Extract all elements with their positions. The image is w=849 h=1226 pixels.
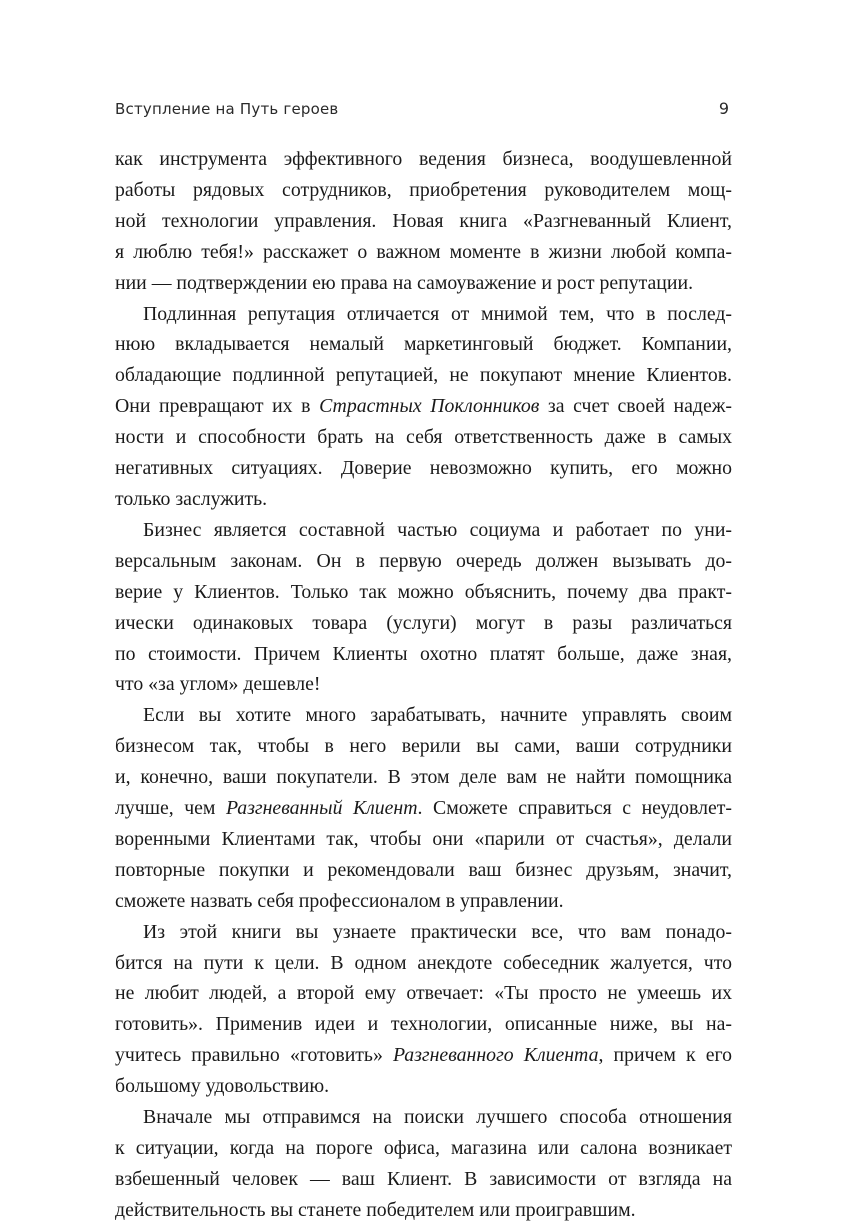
text-line: версальным законам. Он в первую очередь должен вызывать до- [115,549,732,572]
text-line: учитесь правильно «готовить» Разгневанного Клиента, причем к его [115,1044,732,1067]
text-line: ности и способности брать на себя ответственность даже в самых [115,426,732,449]
text-line: ически одинаковых товара (услуги) могут в разы различаться [115,611,732,634]
text-line: нюю вкладывается немалый маркетинговый бюджет. Компании, [115,333,732,356]
text-line: Вначале мы отправимся на поиски лучшего способа отношения [143,1106,732,1129]
text-line: Они превращают их в Страстных Поклонников за счет своей надеж- [115,395,732,418]
page-number: 9 [718,99,729,118]
paragraph [115,1102,732,1226]
text-line: обладающие подлинной репутацией, не покупают мнение Клиентов. [115,364,732,387]
running-head: Вступление на Путь героев [115,100,339,118]
text-line: Если вы хотите много зарабатывать, начните управлять своим [143,704,732,727]
text-line: что «за углом» дешевле! [115,673,321,696]
text-line: бится на пути к цели. В одном анекдоте собеседник жалуется, что [115,951,732,974]
italic-term: Страстных Поклонников [319,395,540,418]
body-text [115,144,732,1226]
italic-term: Разгневанного Клиента [392,1044,599,1067]
text-line: воренными Клиентами так, чтобы они «парили от счастья», делали [115,827,732,850]
text-line: только заслужить. [115,487,268,510]
paragraph [115,917,732,1102]
text-line: работы рядовых сотрудников, приобретения руководителем мощ- [115,178,732,201]
text-line: ной технологии управления. Новая книга «Разгневанный Клиент, [115,209,732,232]
text-line: негативных ситуациях. Доверие невозможно купить, его можно [115,457,732,480]
paragraph [115,700,732,916]
text-line: готовить». Применив идеи и технологии, описанные ниже, вы на- [115,1013,732,1036]
text-line: как инструмента эффективного ведения бизнеса, воодушевленной [115,148,732,170]
text-line: Подлинная репутация отличается от мнимой тем, что в послед- [143,302,732,325]
text-line: не любит людей, а второй ему отвечает: «Ты просто не умеешь их [115,982,732,1005]
text-line: по стоимости. Причем Клиенты охотно платят больше, даже зная, [115,642,732,665]
text-line: Бизнес является составной частью социума и работает по уни- [143,518,732,541]
text-line: я люблю тебя!» расскажет о важном моменте в жизни любой компа- [115,240,732,263]
paragraph [115,515,732,700]
text-line: нии — подтверждении ею права на самоуважение и рост репутации. [115,271,694,294]
text-line: действительность вы станете победителем или проигравшим. [115,1198,636,1221]
text-line: и, конечно, ваши покупатели. В этом деле вам не найти помощника [115,766,732,789]
text-line: взбешенный человек — ваш Клиент. В зависимости от взгляда на [115,1167,732,1190]
text-line: большому удовольствию. [115,1075,330,1098]
italic-term: Разгневанный Клиент [225,797,418,820]
text-line: Из этой книги вы узнаете практически все, что вам понадо- [143,920,732,943]
text-line: сможете назвать себя профессионалом в управлении. [115,889,564,912]
text-line: к ситуации, когда на пороге офиса, магазина или салона возникает [115,1137,732,1159]
text-line: повторные покупки и рекомендовали ваш бизнес друзьям, значит, [115,858,732,881]
paragraph [115,144,732,299]
text-line: верие у Клиентов. Только так можно объяснить, почему два практ- [115,580,732,603]
text-line: лучше, чем Разгневанный Клиент. Сможете справиться с неудовлет- [115,797,733,820]
text-line: бизнесом так, чтобы в него верили вы сами, ваши сотрудники [115,735,732,758]
paragraph [115,299,732,515]
